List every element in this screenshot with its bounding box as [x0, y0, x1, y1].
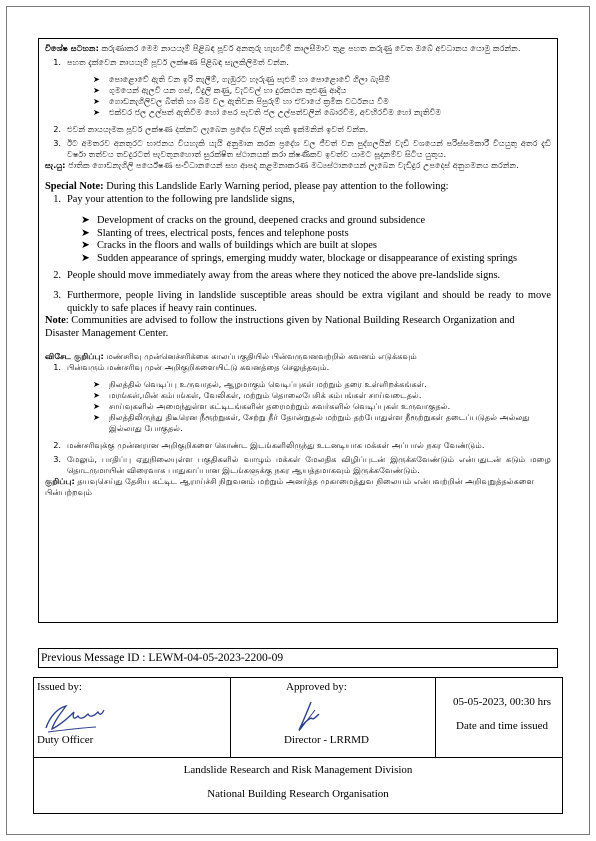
- special-note-box: [38, 38, 558, 623]
- sign-text: நிலத்திலிருந்து திடீரென நீரூற்றுகள், சேற்று நீர் தோன்றுதல் மற்றும் தற்போதுள்ள நீரூற்றுகள் தடைப்படுதல் அல்லது இல்லாது போகுதல்.: [109, 411, 530, 433]
- chevron-right-icon: ➤: [93, 107, 100, 117]
- tamil-signs-list: [93, 379, 551, 434]
- item-number: 2.: [53, 269, 61, 281]
- division-name: Landslide Research and Risk Management Division: [183, 764, 413, 776]
- chevron-right-icon: ➤: [93, 400, 100, 411]
- sign-text: Sudden appearance of springs, emerging muddy water, blockage or disappearance of existing springs: [97, 252, 518, 264]
- datetime-label: Date and time issued: [456, 720, 548, 732]
- sinhala-title: විශේෂ සටහන:: [45, 43, 99, 53]
- sign-text: Cracks in the floors and walls of buildings which are built at slopes: [97, 240, 377, 252]
- tamil-list-continued: [45, 440, 551, 476]
- sign-text: மரங்கள்,மின் கம்பங்கள், வேலிகள், மற்றும் தொலைபேசிக் கம்பங்கள் சாய்வடைதல்.: [109, 389, 422, 400]
- sign-text: Development of cracks on the ground, deepened cracks and ground subsidence: [97, 215, 426, 227]
- tamil-intro-text: மண்சரிவு முன்னெச்சரிக்கை காலப்பகுதியில் பின்வருவனவற்றில் கவனம் எடுக்கவும்: [106, 350, 417, 361]
- approved-by-cell: [231, 678, 436, 758]
- item-text: Pay your attention to the following pre landslide signs,: [67, 193, 295, 205]
- item-number: 1.: [53, 193, 61, 205]
- sinhala-signs-list: [93, 74, 551, 118]
- list-item: [93, 96, 551, 107]
- list-item: [45, 362, 551, 373]
- english-signs-list: [81, 215, 551, 265]
- item-number: 3.: [53, 138, 61, 148]
- item-number: 1.: [53, 361, 61, 372]
- sign-text: එක්වර ජල උල්පත් ඇතිවීම හෝ පෙර පැවති ජල උල්පත්වලින් බොරවීම, අවහිරවීම හෝ නැතිවීම: [109, 107, 442, 117]
- list-item: [81, 228, 551, 241]
- item-text: People should move immediately away from the areas where they noticed the above pre-landslide signs.: [67, 269, 501, 281]
- chevron-right-icon: ➤: [81, 240, 90, 252]
- sign-text: நிலத்தில் வெடிப்பு உருவாதல், ஆழமாகும் வெடிப்புகள் மற்றும் தரை உள்ளிறக்கங்கள்.: [109, 378, 427, 389]
- chevron-right-icon: ➤: [81, 227, 90, 239]
- list-item: [45, 270, 551, 283]
- sinhala-note: [45, 160, 551, 171]
- chevron-right-icon: ➤: [81, 215, 90, 227]
- list-item: [45, 138, 551, 160]
- organisation-name: National Building Research Organisation: [207, 788, 389, 800]
- note-text: : Communities are advised to follow the instructions given by National Building Research Organization and Disaster Management Center.: [45, 315, 515, 339]
- sign-text: පොළොවේ ඇති වන ඉරි තැලීම්, ගැඹුරට හෑරුණු පැළුම් හා පොළොවේ ගිලා බැසීම්: [109, 74, 391, 84]
- chevron-right-icon: ➤: [93, 378, 100, 389]
- note-text: ජාතික ගොඩනැගිලි පර්යේෂණ සංවිධානයෙන් සහ ආපදා කළමනාකරණ මධ්‍යස්ථානයෙන් ලැබෙන වැඩිදුර උපදෙස් අනුගමනය කරන්න.: [68, 160, 519, 170]
- director-label: Director - LRRMD: [284, 734, 369, 746]
- chevron-right-icon: ➤: [93, 389, 100, 400]
- english-intro: [45, 181, 551, 194]
- issued-by-label: Issued by:: [37, 681, 82, 693]
- issued-by-cell: [34, 678, 231, 758]
- approved-by-label: Approved by:: [286, 681, 347, 693]
- item-text: பின்வரும் மண்சரிவு முன் அறிகுறிகளையிட்டு கவனத்தை செலுத்தவும்.: [67, 361, 330, 372]
- item-number: 2.: [53, 439, 61, 450]
- sinhala-list-continued: [45, 124, 551, 160]
- tamil-note: [45, 476, 551, 498]
- list-item: [81, 240, 551, 253]
- list-item: [93, 85, 551, 96]
- item-text: එවන් නායයෑමක පූර්ව ලක්ෂණ දක්නට ලැබෙන ප්‍රදේශ වලින් හැකි ඉක්මනින් ඉවත් වන්න.: [67, 124, 369, 134]
- director-signature: [289, 698, 329, 734]
- list-item: [45, 290, 551, 315]
- sinhala-section: [45, 43, 551, 171]
- list-item: [45, 454, 551, 476]
- list-item: [81, 253, 551, 266]
- item-number: 3.: [53, 453, 61, 464]
- list-item: [93, 107, 551, 118]
- list-item: [45, 57, 551, 68]
- tamil-list: [45, 362, 551, 373]
- list-item: [45, 440, 551, 451]
- footer-organisation-row: [34, 758, 562, 814]
- sign-text: Slanting of trees, electrical posts, fences and telephone posts: [97, 227, 349, 239]
- item-text: ඊට අමතරව අනතුරට භාජනය වියහැකි යැයි අනුමාන කරන ප්‍රදේශ වල ජීවත් වන පුද්ගලයින් වැඩි වශයෙන් පරිස්සමකාරී වියයුතු අතර දැඩි වර්ෂා තත්වය තවදුරටත් පැවතුනහොත් සුරක්ෂිත ස්ථානයක් කරා ක්ෂණිකව ඉවත්ව යාමට සූදානම්ව සිටිය යුතුය.: [67, 138, 551, 159]
- english-title: Special Note:: [45, 181, 104, 192]
- sinhala-list: [45, 57, 551, 68]
- footer-table: [33, 677, 563, 814]
- item-number: 3.: [53, 290, 61, 302]
- note-label: Note: [45, 315, 66, 327]
- item-text: පහත දැක්වෙන නායයෑම් පූර්ව ලක්ෂණ පිළිබඳ සැලකිලිමත් වන්න.: [67, 57, 289, 67]
- tamil-title: விசேட குறிப்பு:: [45, 350, 104, 361]
- list-item: [93, 401, 551, 412]
- english-list: [45, 194, 551, 207]
- list-item: [81, 215, 551, 228]
- chevron-right-icon: ➤: [93, 411, 100, 422]
- item-text: மண்சரிவுக்கு முன்னரான அறிகுறிகளை கொண்ட இடங்களிலிருந்து உடனடியாக மக்கள் அப்பால் நகர வேண்டும்.: [67, 439, 485, 450]
- note-label: සැ.යු:: [45, 160, 66, 170]
- sign-text: ගොඩනැගිලිවල බිත්ති හා බිම වල ඇතිවන පිපුරුම් හා ඒවායේ ක්‍රමික වර්ධනය වීම: [109, 96, 389, 106]
- item-number: 1.: [53, 57, 61, 67]
- english-intro-text: During this Landslide Early Warning period, please pay attention to the following:: [106, 181, 449, 192]
- duty-officer-label: Duty Officer: [37, 734, 94, 746]
- sinhala-intro-text: කරුණාකර මෙම නායයෑම් පිළිබඳ පූර්ව අනතුරු හැඟවීම් කාලසීමාව තුළ පහත කරුණු වෙත ඔබේ අවධානය යොමු කරන්න.: [101, 43, 521, 53]
- list-item: [45, 124, 551, 135]
- list-item: [93, 390, 551, 401]
- note-label: குறிப்பு:: [45, 475, 75, 486]
- english-list-continued: [45, 270, 551, 316]
- issue-datetime: 05-05-2023, 00:30 hrs: [452, 696, 552, 708]
- date-cell: [436, 678, 562, 758]
- chevron-right-icon: ➤: [93, 74, 100, 84]
- chevron-right-icon: ➤: [93, 96, 100, 106]
- sinhala-intro: [45, 43, 551, 54]
- footer-signature-row: [34, 678, 562, 758]
- english-section: [45, 181, 551, 341]
- item-text: மேலும், பாதிப்பு ஏதுநிலையுள்ள பகுதிகளில் வாழும் மக்கள் மேலதிக விழிப்புடன் இருக்கவேண்டும் என்பதுடன் கடும் மழை தொடருமாயின் விரைவாக பாதுகாப்பான இடங்களுக்கு நகர ஆயத்தமாகவும் இருக்கவேண்டும்.: [67, 453, 551, 475]
- tamil-section: [45, 351, 551, 498]
- list-item: [93, 412, 551, 434]
- chevron-right-icon: ➤: [81, 252, 90, 264]
- sign-text: சாய்வுகளில் அமைந்துள்ள கட்டிடங்களின் தரைமற்றும் சுவர்களில் வெடிப்புகள் உருவாகுதல்.: [109, 400, 451, 411]
- item-text: Furthermore, people living in landslide susceptible areas should be extra vigilant and should be ready to move quickly to safe places if heavy rain continues.: [67, 290, 551, 314]
- item-number: 2.: [53, 124, 61, 134]
- list-item: [93, 74, 551, 85]
- duty-officer-signature: [40, 696, 110, 736]
- list-item: [93, 379, 551, 390]
- english-note: [45, 315, 551, 340]
- tamil-intro: [45, 351, 551, 362]
- list-item: [45, 194, 551, 207]
- sign-text: ගුමයෙන් ඇලවී යන ගස්, විදුලි කණු, වැටවල් හා දුරකථන කුළුණු ආදිය: [109, 85, 347, 95]
- chevron-right-icon: ➤: [93, 85, 100, 95]
- note-text: தயவுசெய்து தேசிய கட்டிட ஆராய்ச்சி நிறுவனம் மற்றும் அனர்த்த முகாமைத்துவ நிலையம் என்பவற்றின் அறிவுறுத்தல்களை பின்பற்றவும்: [45, 475, 534, 497]
- previous-message-id: Previous Message ID : LEWM-04-05-2023-2200-09: [38, 648, 558, 668]
